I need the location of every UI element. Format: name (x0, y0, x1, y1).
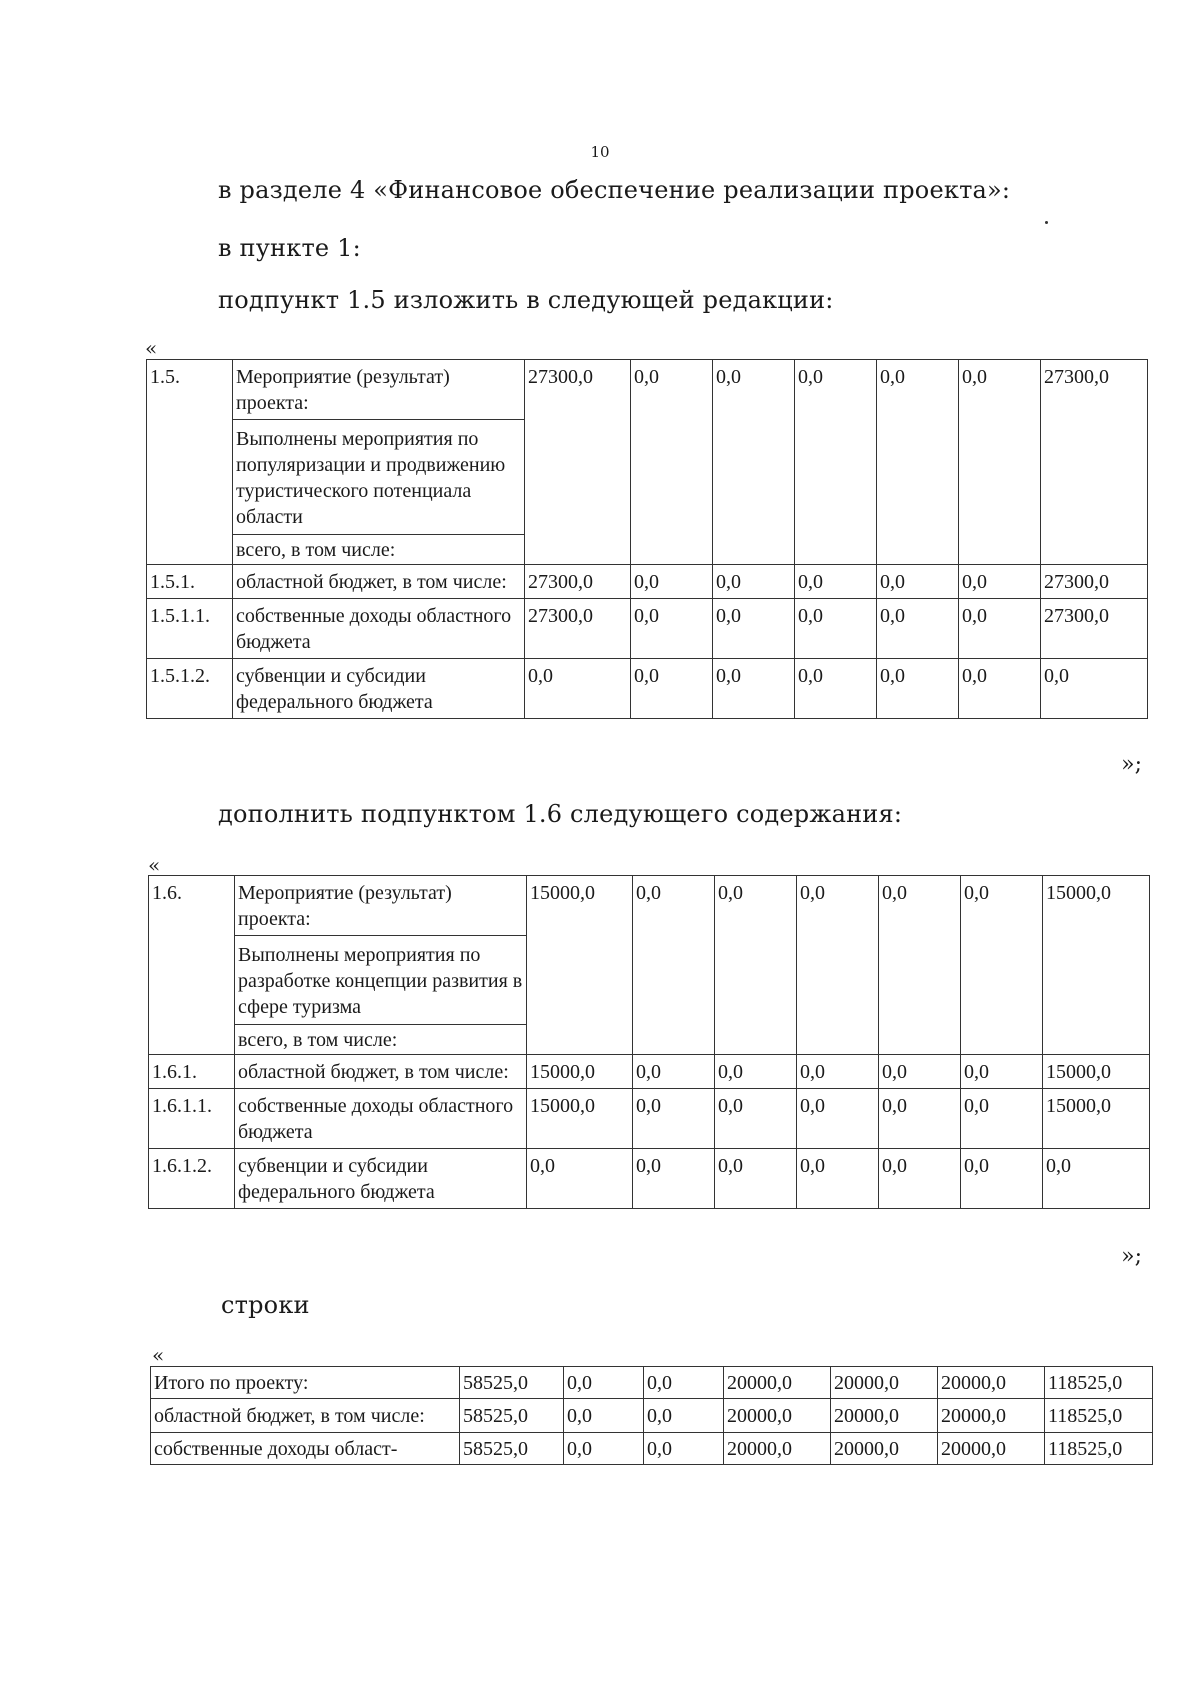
value-cell: 0,0 (877, 565, 959, 599)
total-label: всего, в том числе: (235, 1025, 527, 1055)
value-cell: 27300,0 (525, 360, 631, 565)
table-row (149, 1149, 1150, 1209)
value-cell: 27300,0 (1041, 565, 1148, 599)
value-cell: 0,0 (959, 599, 1041, 659)
value-cell: 0,0 (1043, 1149, 1150, 1209)
value-cell: 15000,0 (527, 876, 633, 1055)
row-number: 1.5.1.2. (147, 659, 233, 719)
value-cell: 0,0 (564, 1399, 644, 1433)
value-cell: 0,0 (879, 1055, 961, 1089)
intro-line-3: подпункт 1.5 изложить в следующей редакции: (218, 286, 834, 314)
value-cell: 58525,0 (460, 1367, 564, 1399)
row-number: 1.6. (149, 876, 235, 1055)
activity-description: Выполнены мероприятия по популяризации и продвижению туристического потенциала области (233, 420, 525, 535)
row-label: областной бюджет, в том числе: (151, 1399, 460, 1433)
value-cell: 27300,0 (1041, 599, 1148, 659)
value-cell: 0,0 (961, 876, 1043, 1055)
value-cell: 27300,0 (525, 565, 631, 599)
value-cell: 0,0 (797, 1089, 879, 1149)
table-row (151, 1367, 1153, 1399)
value-cell: 20000,0 (724, 1367, 831, 1399)
value-cell: 15000,0 (1043, 1089, 1150, 1149)
row-label: собственные доходы област- (151, 1433, 460, 1465)
value-cell: 0,0 (795, 565, 877, 599)
value-cell: 118525,0 (1045, 1433, 1153, 1465)
row-label: субвенции и субсидии федерального бюджета (233, 659, 525, 719)
value-cell: 15000,0 (1043, 876, 1150, 1055)
value-cell: 0,0 (877, 659, 959, 719)
value-cell: 0,0 (961, 1089, 1043, 1149)
value-cell: 0,0 (633, 1055, 715, 1089)
row-number: 1.6.1. (149, 1055, 235, 1089)
value-cell: 20000,0 (831, 1367, 938, 1399)
value-cell: 0,0 (564, 1433, 644, 1465)
value-cell: 0,0 (795, 659, 877, 719)
close-quote-2: »; (1121, 1244, 1142, 1269)
table-totals (150, 1366, 1153, 1465)
intro-line-2: в пункте 1: (218, 234, 361, 262)
total-label: всего, в том числе: (233, 535, 525, 565)
open-quote-2: « (148, 853, 161, 877)
value-cell: 0,0 (633, 876, 715, 1055)
value-cell: 58525,0 (460, 1433, 564, 1465)
value-cell: 0,0 (959, 360, 1041, 565)
table-row (151, 1399, 1153, 1433)
value-cell: 0,0 (797, 876, 879, 1055)
value-cell: 0,0 (879, 876, 961, 1055)
value-cell: 0,0 (631, 599, 713, 659)
page-number: 10 (590, 143, 610, 161)
table-row (149, 1089, 1150, 1149)
value-cell: 0,0 (644, 1399, 724, 1433)
value-cell: 20000,0 (831, 1399, 938, 1433)
table-row (147, 659, 1148, 719)
value-cell: 0,0 (713, 599, 795, 659)
intro-line-1: в разделе 4 «Финансовое обеспечение реализации проекта»: (218, 176, 1011, 204)
value-cell: 15000,0 (527, 1055, 633, 1089)
value-cell: 0,0 (795, 599, 877, 659)
value-cell: 20000,0 (724, 1433, 831, 1465)
table-row (149, 876, 1150, 936)
table-subitem-1-6 (148, 875, 1150, 1209)
row-label: Итого по проекту: (151, 1367, 460, 1399)
value-cell: 20000,0 (938, 1399, 1045, 1433)
value-cell: 0,0 (631, 360, 713, 565)
row-label: собственные доходы областного бюджета (233, 599, 525, 659)
row-label: областной бюджет, в том числе: (233, 565, 525, 599)
table-row (147, 360, 1148, 420)
row-label: собственные доходы областного бюджета (235, 1089, 527, 1149)
value-cell: 0,0 (713, 659, 795, 719)
row-label: Мероприятие (результат) проекта: (235, 876, 527, 936)
rows-text: строки (221, 1291, 310, 1319)
value-cell: 0,0 (797, 1149, 879, 1209)
value-cell: 0,0 (631, 565, 713, 599)
table-row (149, 1055, 1150, 1089)
value-cell: 0,0 (877, 360, 959, 565)
open-quote-3: « (152, 1343, 165, 1367)
close-quote-1: »; (1121, 752, 1142, 777)
value-cell: 20000,0 (938, 1433, 1045, 1465)
value-cell: 0,0 (713, 360, 795, 565)
value-cell: 0,0 (715, 1055, 797, 1089)
value-cell: 0,0 (879, 1149, 961, 1209)
value-cell: 58525,0 (460, 1399, 564, 1433)
value-cell: 0,0 (631, 659, 713, 719)
value-cell: 20000,0 (831, 1433, 938, 1465)
table-row (151, 1433, 1153, 1465)
row-number: 1.5. (147, 360, 233, 565)
value-cell: 0,0 (525, 659, 631, 719)
value-cell: 118525,0 (1045, 1367, 1153, 1399)
value-cell: 0,0 (797, 1055, 879, 1089)
value-cell: 118525,0 (1045, 1399, 1153, 1433)
activity-description: Выполнены мероприятия по разработке концепции развития в сфере туризма (235, 936, 527, 1025)
value-cell: 0,0 (715, 876, 797, 1055)
value-cell: 0,0 (959, 659, 1041, 719)
row-number: 1.5.1. (147, 565, 233, 599)
value-cell: 0,0 (959, 565, 1041, 599)
row-number: 1.6.1.2. (149, 1149, 235, 1209)
value-cell: 0,0 (1041, 659, 1148, 719)
row-label: субвенции и субсидии федерального бюджета (235, 1149, 527, 1209)
value-cell: 0,0 (715, 1149, 797, 1209)
value-cell: 0,0 (644, 1433, 724, 1465)
value-cell: 0,0 (644, 1367, 724, 1399)
value-cell: 27300,0 (525, 599, 631, 659)
value-cell: 0,0 (879, 1089, 961, 1149)
row-number: 1.6.1.1. (149, 1089, 235, 1149)
row-number: 1.5.1.1. (147, 599, 233, 659)
open-quote-1: « (145, 336, 158, 360)
value-cell: 0,0 (527, 1149, 633, 1209)
value-cell: 15000,0 (1043, 1055, 1150, 1089)
value-cell: 0,0 (715, 1089, 797, 1149)
value-cell: 20000,0 (938, 1367, 1045, 1399)
row-label: областной бюджет, в том числе: (235, 1055, 527, 1089)
table-row (147, 565, 1148, 599)
value-cell: 0,0 (795, 360, 877, 565)
table-row (147, 599, 1148, 659)
row-label: Мероприятие (результат) проекта: (233, 360, 525, 420)
value-cell: 20000,0 (724, 1399, 831, 1433)
value-cell: 0,0 (633, 1089, 715, 1149)
value-cell: 0,0 (877, 599, 959, 659)
value-cell: 0,0 (633, 1149, 715, 1209)
value-cell: 0,0 (961, 1055, 1043, 1089)
middle-text: дополнить подпунктом 1.6 следующего содержания: (218, 800, 903, 828)
value-cell: 0,0 (713, 565, 795, 599)
value-cell: 15000,0 (527, 1089, 633, 1149)
value-cell: 27300,0 (1041, 360, 1148, 565)
scan-speck (1045, 221, 1048, 224)
table-subitem-1-5 (146, 359, 1148, 719)
value-cell: 0,0 (961, 1149, 1043, 1209)
value-cell: 0,0 (564, 1367, 644, 1399)
